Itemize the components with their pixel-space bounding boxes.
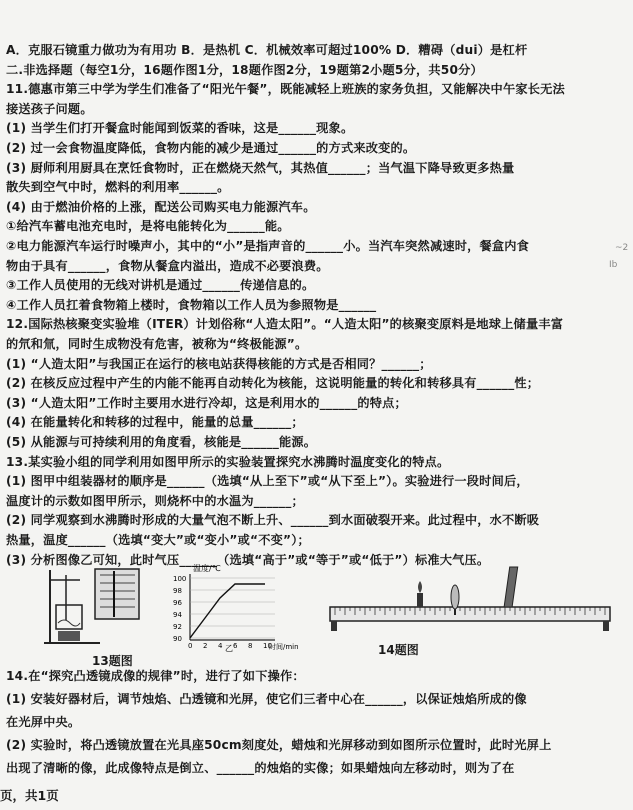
- page-footer: 页，共1页: [0, 788, 59, 803]
- fig13-label: 13题图: [92, 654, 133, 668]
- text-line: 热量，温度______（选填“变大”或“变小”或“不变”）；: [6, 533, 310, 547]
- graph-y-tick: 100: [173, 575, 187, 583]
- graph-x-unit: 时间/min: [269, 643, 299, 651]
- fig13-apparatus: [40, 565, 160, 645]
- text-line: ③工作人员使用的无线对讲机是通过______传递信息的。: [6, 278, 315, 293]
- graph-x-tick: 10: [263, 642, 272, 650]
- text-line: (1) “人造太阳”与我国正在运行的核电站获得核能的方式是否相同？______；: [6, 356, 432, 371]
- graph-x-tick: 6: [233, 642, 238, 650]
- text-line: (1) 安装好器材后，调节烛焰、凸透镜和光屏，使它们三者中心在______，以保证烛焰所成的像: [6, 692, 527, 706]
- graph-y-tick: 98: [173, 587, 182, 595]
- text-line: 物由于具有______，食物从餐盒内溢出，造成不必要浪费。: [6, 258, 329, 273]
- graph-x-tick: 8: [248, 642, 253, 650]
- text-line: 散失到空气中时，燃料的利用率______。: [6, 180, 230, 195]
- text-line: 11.德惠市第三中学为学生们准备了“阳光午餐”，既能减轻上班族的家务负担，又能解决中午家长无法: [6, 82, 565, 97]
- text-line: 二.非选择题（每空1分，16题作图1分，18题作图2分，19题第2小题5分，共50分）: [6, 62, 483, 77]
- text-line: (3) 分析图像乙可知，此时气压______（选填“高于”或“等于”或“低于”）标准大气压。: [6, 552, 490, 567]
- graph-y-title: 温度/℃: [193, 564, 221, 573]
- text-line: 12.国际热核聚变实验堆（ITER）计划俗称“人造太阳”。“人造太阳”的核聚变原料是地球上储量丰富: [6, 317, 564, 332]
- graph-x-tick: 4: [218, 642, 223, 650]
- graph-x-tick: 0: [188, 642, 193, 650]
- text-line: (2) 过一会食物温度降低，食物内能的减少是通过______的方式来改变的。: [6, 141, 416, 155]
- text-line: ④工作人员扛着食物箱上楼时，食物箱以工作人员为参照物是______: [6, 297, 377, 312]
- text-line: ①给汽车蓄电池充电时，是将电能转化为______能。: [6, 219, 290, 234]
- text-line: 温度计的示数如图甲所示，则烧杯中的水温为______；: [6, 493, 304, 508]
- text-line: (4) 由于燃油价格的上涨，配送公司购买电力能源汽车。: [6, 199, 316, 214]
- graph-y-tick: 90: [173, 635, 182, 643]
- text-line: (3) “人造太阳”工作时主要用水进行冷却，这是利用水的______的特点；: [6, 395, 407, 410]
- text-line: 14.在“探究凸透镜成像的规律”时，进行了如下操作：: [6, 669, 305, 683]
- text-line: 在光屏中央。: [6, 715, 81, 729]
- text-line: (2) 实验时，将凸透镜放置在光具座50cm刻度处，蜡烛和光屏移动到如图所示位置时，此时光屏上: [6, 738, 552, 752]
- text-line: (1) 当学生们打开餐盒时能闻到饭菜的香味，这是______现象。: [6, 121, 354, 136]
- text-line: 的氘和氚，同时生成物没有危害，被称为“终极能源”。: [6, 337, 308, 351]
- text-line: 13.某实验小组的同学利用如图甲所示的实验装置探究水沸腾时温度变化的特点。: [6, 454, 450, 469]
- text-line: (5) 从能源与可持续利用的角度看，核能是______能源。: [6, 435, 317, 449]
- text-line: 接送孩子问题。: [6, 101, 93, 116]
- text-line: (3) 厨师利用厨具在烹饪食物时，正在燃烧天然气，其热值______；当气温下降导致更多热量: [6, 160, 515, 175]
- fig14-label: 14题图: [378, 643, 419, 657]
- text-line: (2) 在核反应过程中产生的内能不能再自动转化为核能，这说明能量的转化和转移具有______性；: [6, 376, 540, 391]
- text-line: (1) 图甲中组装器材的顺序是______（选填“从上至下”或“从下至上”）。实验进行一段时间后，: [6, 474, 529, 489]
- text-line: ②电力能源汽车运行时噪声小，其中的“小”是指声音的______小。当汽车突然减速时，餐盒内食: [6, 239, 530, 253]
- graph-y-tick: 92: [173, 623, 182, 631]
- temperature-graph: [165, 562, 315, 652]
- text-line: (4) 在能量转化和转移的过程中，能量的总量______；: [6, 415, 304, 430]
- margin-mark-1: ~2: [615, 243, 629, 253]
- graph-sub-label: 乙: [225, 644, 233, 652]
- graph-y-tick: 94: [173, 611, 182, 619]
- text-line: (2) 同学观察到水沸腾时形成的大量气泡不断上升、______到水面破裂开来。此过程中，水不断吸: [6, 513, 540, 528]
- text-line: A．克服石镜重力做功为有用功 B．是热机 C．机械效率可超过100% D．糟碍（dui）是杠杆: [6, 43, 528, 57]
- graph-x-tick: 2: [203, 642, 208, 650]
- fig14-optical-bench: [325, 565, 615, 640]
- graph-y-tick: 96: [173, 599, 182, 607]
- text-line: 出现了清晰的像，此成像特点是倒立、______的烛焰的实像；如果蜡烛向左移动时，则为了在: [6, 761, 515, 775]
- margin-mark-2: Ib: [609, 260, 618, 270]
